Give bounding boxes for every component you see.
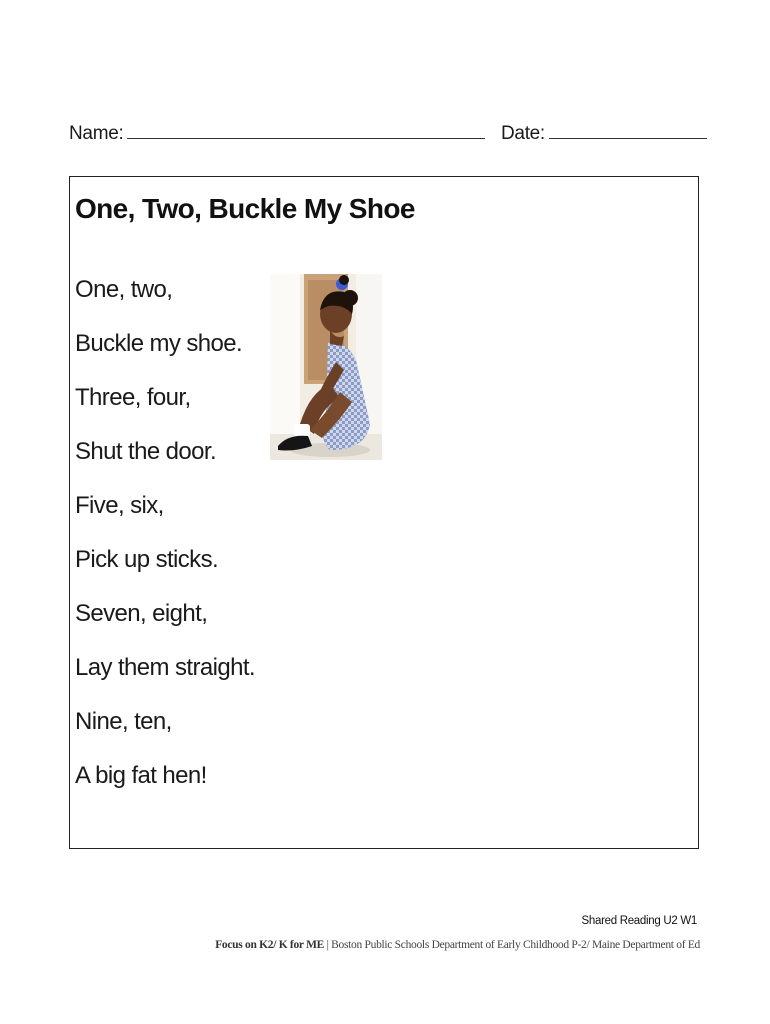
- poem-line: Shut the door.: [75, 438, 217, 465]
- poem-line: Three, four,: [75, 384, 191, 411]
- date-label: Date:: [501, 123, 545, 144]
- photo-illustration: [270, 274, 382, 460]
- poem-line: A big fat hen!: [75, 762, 207, 789]
- poem-line: Pick up sticks.: [75, 546, 219, 573]
- name-field[interactable]: [69, 122, 485, 145]
- footer-code: Shared Reading U2 W1: [581, 915, 697, 927]
- poem-line: One, two,: [75, 276, 173, 303]
- poem-box: [69, 176, 699, 849]
- footer-separator: |: [324, 939, 332, 951]
- footer-program: Focus on K2/ K for ME: [215, 939, 324, 951]
- poem-title: One, Two, Buckle My Shoe: [75, 193, 415, 224]
- poem-line: Five, six,: [75, 492, 164, 519]
- footer-credit-text: Boston Public Schools Department of Early Childhood P-2/ Maine Department of Ed: [331, 939, 700, 951]
- girl-buckling-shoe-photo: [270, 274, 382, 460]
- poem-line: Seven, eight,: [75, 600, 208, 627]
- name-blank-line[interactable]: [127, 122, 485, 139]
- poem-line: Buckle my shoe.: [75, 330, 243, 357]
- poem-line: Nine, ten,: [75, 708, 172, 735]
- poem-lines: [75, 276, 255, 816]
- footer-credit: [215, 939, 700, 951]
- date-field[interactable]: [501, 122, 707, 145]
- name-label: Name:: [69, 123, 124, 144]
- date-blank-line[interactable]: [549, 122, 707, 139]
- poem-line: Lay them straight.: [75, 654, 255, 681]
- header-row: [69, 122, 701, 150]
